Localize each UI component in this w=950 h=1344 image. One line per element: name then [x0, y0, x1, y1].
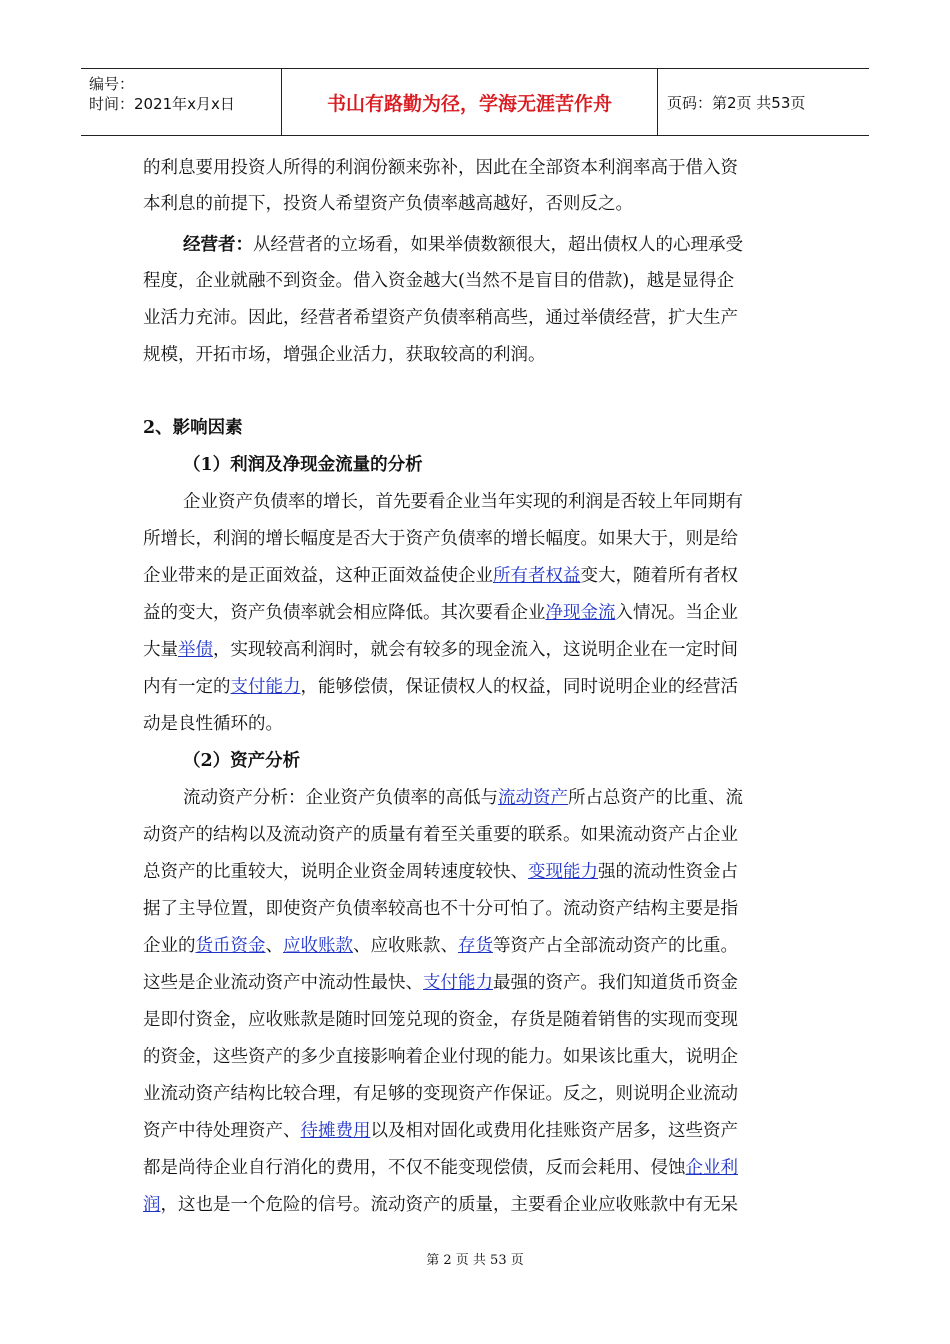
text-line: 规模，开拓市场，增强企业活力，获取较高的利润。: [143, 345, 546, 365]
text-line: 润，这也是一个危险的信号。流动资产的质量，主要看企业应收账款中有无呆: [143, 1195, 738, 1215]
text-line: 企业资产负债率的增长，首先要看企业当年实现的利润是否较上年同期有: [183, 492, 743, 512]
link-current-assets[interactable]: 流动资产: [498, 788, 568, 808]
text-line: 本利息的前提下，投资人希望资产负债率越高越好，否则反之。: [143, 194, 633, 214]
link-owners-equity[interactable]: 所有者权益: [493, 566, 581, 586]
section-heading: 2、影响因素: [143, 418, 243, 438]
text-line: 企业带来的是正面效益，这种正面效益使企业所有者权益变大，随着所有者权: [143, 566, 738, 586]
header-meta: [81, 69, 282, 135]
link-borrowing[interactable]: 举债: [178, 640, 213, 660]
page-footer: 第 2 页 共 53 页: [426, 1253, 524, 1268]
link-deferred-expenses[interactable]: 待摊费用: [300, 1121, 371, 1141]
text-line: 动是良性循环的。: [143, 714, 283, 734]
text-line: 所增长，利润的增长幅度是否大于资产负债率的增长幅度。如果大于，则是给: [143, 529, 738, 549]
number-label: 编号：: [89, 75, 135, 93]
time-label: 时间：2021年x月x日: [89, 95, 235, 113]
text-line: 都是尚待企业自行消化的费用，不仅不能变现偿债，反而会耗用、侵蚀企业利: [143, 1158, 738, 1178]
header-page-info: 页码：第2页 共53页: [667, 93, 806, 112]
text-line: 是即付资金，应收账款是随时回笼兑现的资金，存货是随着销售的实现而变现: [143, 1010, 738, 1030]
text-line: 经营者：从经营者的立场看，如果举债数额很大，超出债权人的心理承受: [183, 235, 743, 255]
link-liquidity[interactable]: 变现能力: [528, 862, 598, 882]
subsection-heading: （2）资产分析: [183, 751, 301, 771]
text-line: 动资产的结构以及流动资产的质量有着至关重要的联系。如果流动资产占企业: [143, 825, 738, 845]
text-line: 流动资产分析：企业资产负债率的高低与流动资产所占总资产的比重、流: [183, 788, 743, 808]
text-line: 总资产的比重较大，说明企业资金周转速度较快、变现能力强的流动性资金占: [143, 862, 738, 882]
text-line: 据了主导位置，即使资产负债率较高也不十分可怕了。流动资产结构主要是指: [143, 899, 738, 919]
link-monetary-funds[interactable]: 货币资金: [195, 936, 266, 956]
link-payment-ability-2[interactable]: 支付能力: [423, 973, 493, 993]
text-line: 资产中待处理资产、待摊费用以及相对固化或费用化挂账资产居多，这些资产: [143, 1121, 738, 1141]
link-enterprise-profit[interactable]: 企业利: [685, 1158, 738, 1178]
subsection-heading: （1）利润及净现金流量的分析: [183, 455, 423, 475]
link-payment-ability[interactable]: 支付能力: [230, 677, 301, 697]
text-line: 业活力充沛。因此，经营者希望资产负债率稍高些，通过举债经营，扩大生产: [143, 308, 738, 328]
link-net-cash-flow[interactable]: 净现金流: [545, 603, 616, 623]
header-motto: 书山有路勤为径，学海无涯苦作舟: [282, 69, 658, 135]
link-inventory[interactable]: 存货: [458, 936, 493, 956]
text-line: 企业的货币资金、应收账款、应收账款、存货等资产占全部流动资产的比重。: [143, 936, 738, 956]
text-line: 益的变大，资产负债率就会相应降低。其次要看企业净现金流入情况。当企业: [143, 603, 738, 623]
text-line: 的利息要用投资人所得的利润份额来弥补，因此在全部资本利润率高于借入资: [143, 158, 738, 178]
text-line: 业流动资产结构比较合理，有足够的变现资产作保证。反之，则说明企业流动: [143, 1084, 738, 1104]
text-line: 内有一定的支付能力，能够偿债，保证债权人的权益，同时说明企业的经营活: [143, 677, 738, 697]
text-line: 大量举债，实现较高利润时，就会有较多的现金流入，这说明企业在一定时间: [143, 640, 738, 660]
text-line: 的资金，这些资产的多少直接影响着企业付现的能力。如果该比重大，说明企: [143, 1047, 738, 1067]
text-line: 程度，企业就融不到资金。借入资金越大(当然不是盲目的借款)，越是显得企: [143, 271, 735, 291]
page-header: [81, 68, 869, 136]
term-label: 经营者：: [183, 235, 253, 255]
link-enterprise-profit-cont[interactable]: 润: [143, 1195, 161, 1215]
link-accounts-receivable[interactable]: 应收账款: [283, 936, 353, 956]
text-line: 这些是企业流动资产中流动性最快、支付能力最强的资产。我们知道货币资金: [143, 973, 738, 993]
